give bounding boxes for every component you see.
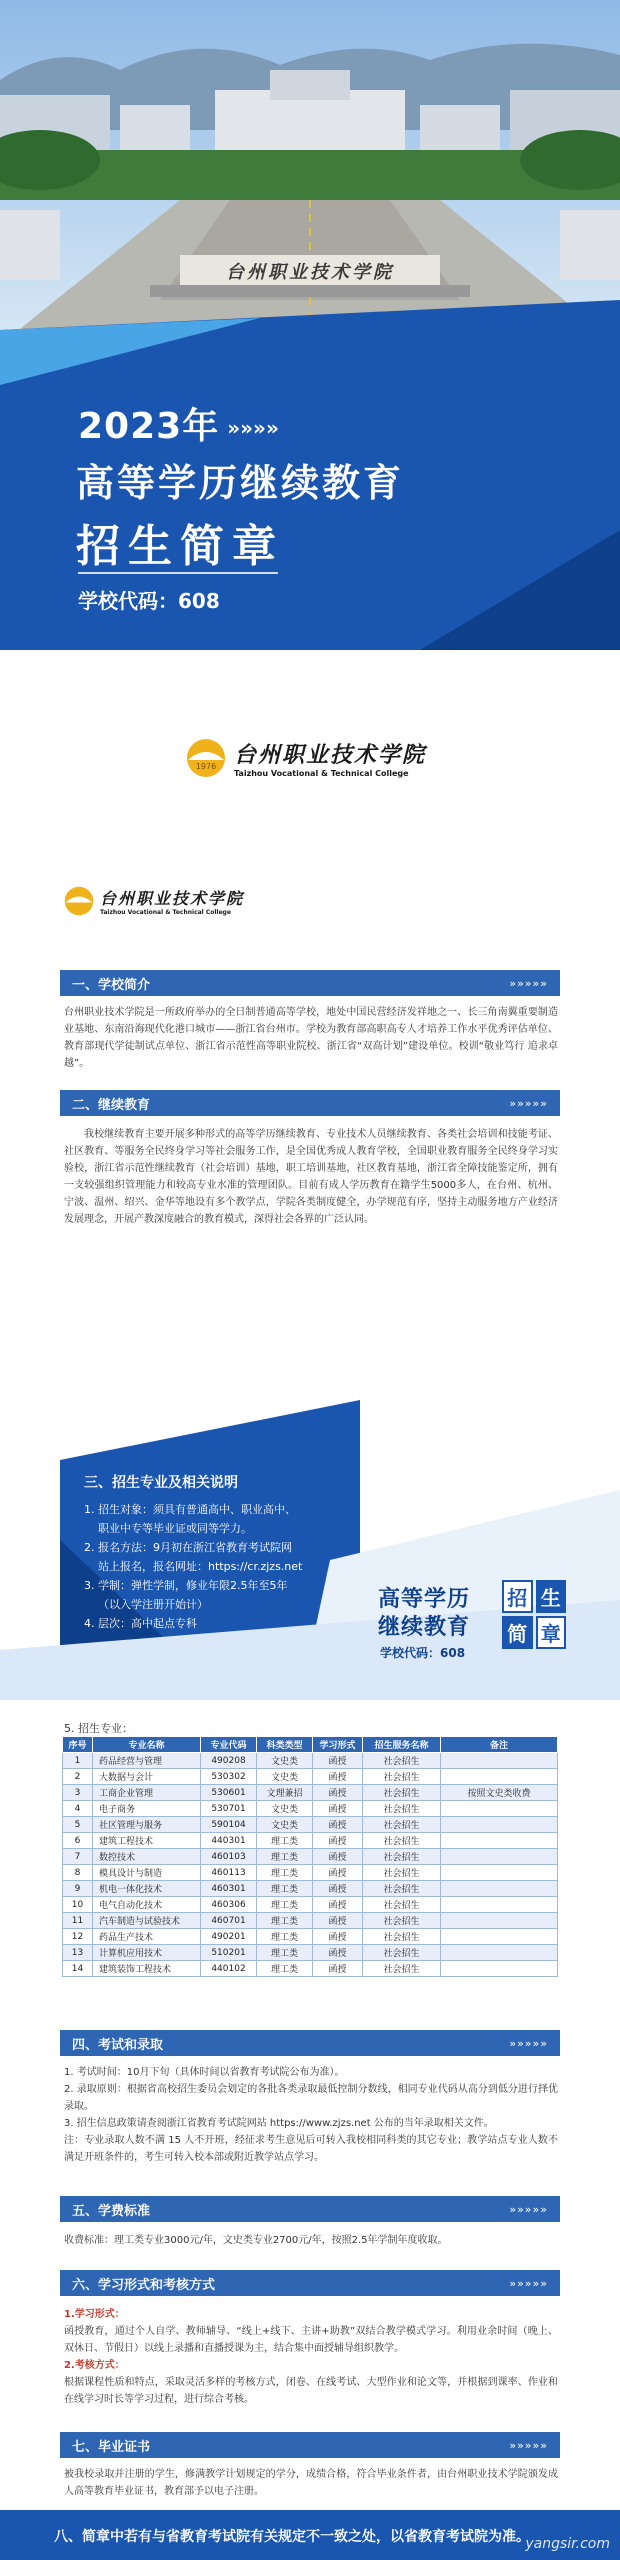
table-cell: 文史类 — [257, 1817, 313, 1833]
section-title: 五、学费标准 — [72, 2203, 151, 2219]
table-cell: 大数据与会计 — [93, 1769, 201, 1785]
table-header: 招生服务名称 — [363, 1737, 441, 1753]
table-cell: 建筑工程技术 — [93, 1833, 201, 1849]
table-row — [63, 1945, 558, 1961]
logo-cn: 台州职业技术学院 — [100, 889, 245, 908]
table-row — [63, 1881, 558, 1897]
table-cell: 按照文史类收费 — [441, 1785, 558, 1801]
table-cell: 计算机应用技术 — [93, 1945, 201, 1961]
table-cell: 4 — [63, 1801, 93, 1817]
table-cell: 460301 — [201, 1881, 257, 1897]
majors-note: 1. 招生对象：须具有普通高中、职业高中、 — [84, 1503, 296, 1516]
promo-school-code: 学校代码：608 — [380, 1646, 466, 1660]
table-cell: 12 — [63, 1929, 93, 1945]
chevrons-icon: »»»»» — [509, 1096, 548, 1110]
table-cell: 电气自动化技术 — [93, 1897, 201, 1913]
table-cell — [441, 1865, 558, 1881]
watermark: yangsir.com — [525, 2536, 610, 2552]
table-cell — [441, 1929, 558, 1945]
section-study-text — [64, 2306, 558, 2408]
section-title: 七、毕业证书 — [72, 2439, 151, 2455]
section-title: 一、学校简介 — [72, 977, 151, 993]
table-row — [63, 1753, 558, 1769]
table-cell — [441, 1849, 558, 1865]
table-cell: 460701 — [201, 1913, 257, 1929]
table-cell — [441, 1801, 558, 1817]
table-cell: 函授 — [313, 1929, 363, 1945]
chevrons-icon: »»»» — [227, 416, 279, 440]
section-intro-text: 台州职业技术学院是一所政府举办的全日制普通高等学校，地处中国民营经济发祥地之一、长三角南翼重要制造业基地、东南沿海现代化港口城市——浙江省台州市。学校为教育部高职高专人才培养工作水平优秀评估单位、教育部现代学徒制试点单位、浙江省示范性高等职业院校、浙江省“双高计划”建设单位。校训“敬业笃行 追求卓越”。 — [64, 1007, 558, 1069]
table-cell: 530701 — [201, 1801, 257, 1817]
table-cell: 社会招生 — [363, 1945, 441, 1961]
table-cell: 文史类 — [257, 1769, 313, 1785]
table-cell: 6 — [63, 1833, 93, 1849]
table-cell: 社会招生 — [363, 1961, 441, 1977]
section-cert-header — [60, 2432, 560, 2458]
table-cell: 460306 — [201, 1897, 257, 1913]
table-cell: 460103 — [201, 1849, 257, 1865]
study-sub-title: 1.学习形式： — [64, 2309, 125, 2320]
table-cell: 函授 — [313, 1897, 363, 1913]
section-exam-header — [60, 2030, 560, 2056]
table-cell: 530601 — [201, 1785, 257, 1801]
table-cell: 函授 — [313, 1785, 363, 1801]
seal-char: 生 — [536, 1580, 567, 1613]
table-cell: 建筑装饰工程技术 — [93, 1961, 201, 1977]
table-row — [63, 1929, 558, 1945]
table-cell: 490208 — [201, 1753, 257, 1769]
table-cell: 函授 — [313, 1945, 363, 1961]
majors-note: 职业中专等毕业证或同等学力。 — [84, 1522, 252, 1535]
section-intro-header — [60, 970, 560, 996]
enrollment-seal — [502, 1580, 566, 1644]
seal-char: 章 — [536, 1616, 567, 1649]
hero-divider — [78, 572, 278, 574]
table-cell: 函授 — [313, 1849, 363, 1865]
majors-notes — [84, 1500, 364, 1633]
table-cell: 理工类 — [257, 1881, 313, 1897]
table-cell: 文史类 — [257, 1753, 313, 1769]
table-cell: 药品生产技术 — [93, 1929, 201, 1945]
table-header-row — [63, 1737, 558, 1753]
table-cell — [441, 1753, 558, 1769]
table-cell: 汽车制造与试验技术 — [93, 1913, 201, 1929]
section-study-header — [60, 2270, 560, 2296]
exam-line: 注：专业录取人数不满 15 人不开班，经征求考生意见后可转入我校相同科类的其它专业；教学站点专业人数不满足开班条件的，考生可转入校本部或附近教学站点学习。 — [64, 2135, 558, 2163]
majors-table — [62, 1736, 558, 1977]
table-cell: 7 — [63, 1849, 93, 1865]
table-row — [63, 1769, 558, 1785]
majors-note: 3. 学制：弹性学制，修业年限2.5年至5年 — [84, 1579, 288, 1592]
table-cell: 函授 — [313, 1801, 363, 1817]
hero-title: 高等学历继续教育 — [76, 461, 405, 505]
table-header: 科类类型 — [257, 1737, 313, 1753]
table-cell: 函授 — [313, 1865, 363, 1881]
table-cell: 2 — [63, 1769, 93, 1785]
section-cert-text: 被我校录取并注册的学生，修满教学计划规定的学分，成绩合格，符合毕业条件者，由台州职业技术学院颁发成人高等教育毕业证书，教育部予以电子注册。 — [64, 2469, 558, 2497]
table-header: 学习形式 — [313, 1737, 363, 1753]
college-logo-small — [64, 886, 244, 916]
logo-en: Taizhou Vocational & Technical College — [100, 909, 231, 916]
table-cell: 590104 — [201, 1817, 257, 1833]
table-cell: 数控技术 — [93, 1849, 201, 1865]
majors-table-caption: 5. 招生专业： — [64, 1722, 133, 1735]
logo-cn: 台州职业技术学院 — [234, 742, 427, 768]
table-cell: 函授 — [313, 1769, 363, 1785]
chevrons-icon: »»»»» — [509, 2202, 548, 2216]
table-cell: 理工类 — [257, 1849, 313, 1865]
hero-subtitle: 招生简章 — [76, 521, 284, 572]
table-cell: 440301 — [201, 1833, 257, 1849]
table-row — [63, 1913, 558, 1929]
table-row — [63, 1849, 558, 1865]
chevrons-icon: »»»»» — [509, 2036, 548, 2050]
table-cell: 药品经营与管理 — [93, 1753, 201, 1769]
college-emblem-icon — [64, 886, 94, 916]
table-cell: 理工类 — [257, 1865, 313, 1881]
table-row — [63, 1865, 558, 1881]
table-cell: 理工类 — [257, 1929, 313, 1945]
table-cell: 理工类 — [257, 1833, 313, 1849]
table-cell: 社区管理与服务 — [93, 1817, 201, 1833]
table-cell: 11 — [63, 1913, 93, 1929]
table-cell — [441, 1769, 558, 1785]
table-cell: 社会招生 — [363, 1753, 441, 1769]
table-cell: 社会招生 — [363, 1929, 441, 1945]
table-cell: 530302 — [201, 1769, 257, 1785]
table-cell — [441, 1961, 558, 1977]
table-cell: 社会招生 — [363, 1913, 441, 1929]
table-cell: 460113 — [201, 1865, 257, 1881]
majors-note: （以入学注册开始计） — [84, 1598, 208, 1611]
table-cell — [441, 1945, 558, 1961]
table-cell: 函授 — [313, 1817, 363, 1833]
table-cell: 函授 — [313, 1833, 363, 1849]
table-row — [63, 1897, 558, 1913]
majors-table-body — [63, 1753, 558, 1977]
table-cell: 440102 — [201, 1961, 257, 1977]
table-cell: 理工类 — [257, 1897, 313, 1913]
chevrons-icon: »»»»» — [509, 2438, 548, 2452]
table-cell: 理工类 — [257, 1913, 313, 1929]
majors-note: 2. 报名方法：9月初在浙江省教育考试院网 — [84, 1541, 292, 1554]
section-continuing-header — [60, 1090, 560, 1116]
table-cell: 社会招生 — [363, 1865, 441, 1881]
table-cell: 社会招生 — [363, 1833, 441, 1849]
majors-note: 4. 层次：高中起点专科 — [84, 1617, 197, 1630]
table-cell — [441, 1817, 558, 1833]
table-cell: 电子商务 — [93, 1801, 201, 1817]
study-text: 根据课程性质和特点，采取灵活多样的考核方式，闭卷、在线考试、大型作业和论文等，并根据到课率、作业和在线学习时长等学习过程，进行综合考核。 — [64, 2377, 558, 2405]
table-cell: 函授 — [313, 1961, 363, 1977]
table-cell: 函授 — [313, 1881, 363, 1897]
table-row — [63, 1785, 558, 1801]
table-cell: 理工类 — [257, 1961, 313, 1977]
college-logo-large — [186, 738, 426, 778]
section-fees-text: 收费标准：理工类专业3000元/年，文史类专业2700元/年，按照2.5年学制年度收取。 — [64, 2235, 448, 2246]
table-cell: 社会招生 — [363, 1785, 441, 1801]
exam-line: 2. 录取原则：根据省高校招生委员会划定的各批各类录取最低控制分数线，相同专业代码从高分到低分进行择优录取。 — [64, 2084, 558, 2112]
campus-sign-text: 台州职业技术学院 — [226, 262, 394, 283]
table-cell: 社会招生 — [363, 1769, 441, 1785]
promo-title-line1: 高等学历 — [378, 1587, 471, 1612]
table-cell: 5 — [63, 1817, 93, 1833]
table-cell: 8 — [63, 1865, 93, 1881]
logo-en: Taizhou Vocational & Technical College — [234, 769, 409, 778]
table-row — [63, 1801, 558, 1817]
table-cell: 3 — [63, 1785, 93, 1801]
table-row — [63, 1817, 558, 1833]
table-cell: 社会招生 — [363, 1881, 441, 1897]
college-emblem-icon — [186, 738, 226, 778]
seal-char: 招 — [502, 1580, 533, 1613]
table-cell — [441, 1913, 558, 1929]
section-fees-header — [60, 2196, 560, 2222]
emblem-year: 1976 — [195, 762, 217, 771]
section-exam-text — [64, 2064, 558, 2166]
table-cell: 函授 — [313, 1753, 363, 1769]
hero-school-code: 学校代码：608 — [78, 589, 220, 613]
table-cell — [441, 1833, 558, 1849]
campus-photo — [0, 0, 620, 345]
table-cell: 10 — [63, 1897, 93, 1913]
table-cell: 社会招生 — [363, 1849, 441, 1865]
study-sub-title: 2.考核方式： — [64, 2360, 125, 2371]
table-header: 备注 — [441, 1737, 558, 1753]
hero-year — [78, 398, 279, 449]
exam-line: 1. 考试时间：10月下旬（具体时间以省教育考试院公布为准）。 — [64, 2067, 345, 2078]
promo-title-line2: 继续教育 — [378, 1615, 471, 1640]
footer-note: 八、简章中若有与省教育考试院有关规定不一致之处，以省教育考试院为准。 — [0, 2510, 620, 2560]
section-title: 二、继续教育 — [72, 1097, 151, 1113]
table-header: 专业名称 — [93, 1737, 201, 1753]
table-cell: 9 — [63, 1881, 93, 1897]
table-cell: 模具设计与制造 — [93, 1865, 201, 1881]
table-cell: 社会招生 — [363, 1801, 441, 1817]
table-header: 专业代码 — [201, 1737, 257, 1753]
table-cell: 13 — [63, 1945, 93, 1961]
majors-note: 站上报名，报名网址：https://cr.zjzs.net — [84, 1560, 303, 1573]
table-cell: 文理兼招 — [257, 1785, 313, 1801]
table-cell: 510201 — [201, 1945, 257, 1961]
table-cell: 社会招生 — [363, 1817, 441, 1833]
chevrons-icon: »»»»» — [509, 976, 548, 990]
table-cell: 机电一体化技术 — [93, 1881, 201, 1897]
table-row — [63, 1833, 558, 1849]
table-cell: 函授 — [313, 1913, 363, 1929]
study-text: 函授教育，通过个人自学、教师辅导、“线上+线下、主讲+助教”双结合教学模式学习。利用业余时间（晚上、双休日、节假日）以线上录播和直播授课为主，结合集中面授辅导组织教学。 — [64, 2326, 558, 2354]
exam-line: 3. 招生信息政策请查阅浙江省教育考试院网站 https://www.zjzs.net 公布的当年录取相关文件。 — [64, 2118, 494, 2129]
table-cell — [441, 1881, 558, 1897]
table-cell: 1 — [63, 1753, 93, 1769]
seal-char: 简 — [502, 1616, 533, 1649]
table-cell: 理工类 — [257, 1945, 313, 1961]
table-cell: 文史类 — [257, 1801, 313, 1817]
table-cell: 工商企业管理 — [93, 1785, 201, 1801]
table-row — [63, 1961, 558, 1977]
table-cell: 14 — [63, 1961, 93, 1977]
section-majors-title: 三、招生专业及相关说明 — [84, 1475, 238, 1491]
hero-banner — [0, 0, 620, 650]
section-continuing-text: 我校继续教育主要开展多种形式的高等学历继续教育、专业技术人员继续教育、各类社会培训和技能考证、社区教育、等服务全民终身学习等社会服务工作，是全国优秀成人教育学校，全国职业教育服务全民终身学习实验校，浙江省示范性继续教育（社会培训）基地，职工培训基地，社区教育基地，浙江省全障技能鉴定所，拥有一支较强组织管理能力和较高专业水准的管理团队。目前有成人学历教育在籍学生5000多人，在台州、杭州、宁波、温州、绍兴、金华等地设有多个教学点，学院各类制度健全，办学规范有序，坚持主动服务地方产业经济发展理念，开展产教深度融合的教育模式，深得社会各界的广泛认同。 — [64, 1129, 558, 1225]
table-cell: 490201 — [201, 1929, 257, 1945]
section-title: 四、考试和录取 — [72, 2037, 164, 2053]
chevrons-icon: »»»»» — [509, 2276, 548, 2290]
table-cell — [441, 1897, 558, 1913]
table-header: 序号 — [63, 1737, 93, 1753]
table-cell: 社会招生 — [363, 1897, 441, 1913]
section-title: 六、学习形式和考核方式 — [72, 2277, 216, 2293]
hero-year-text: 2023年 — [78, 406, 220, 447]
